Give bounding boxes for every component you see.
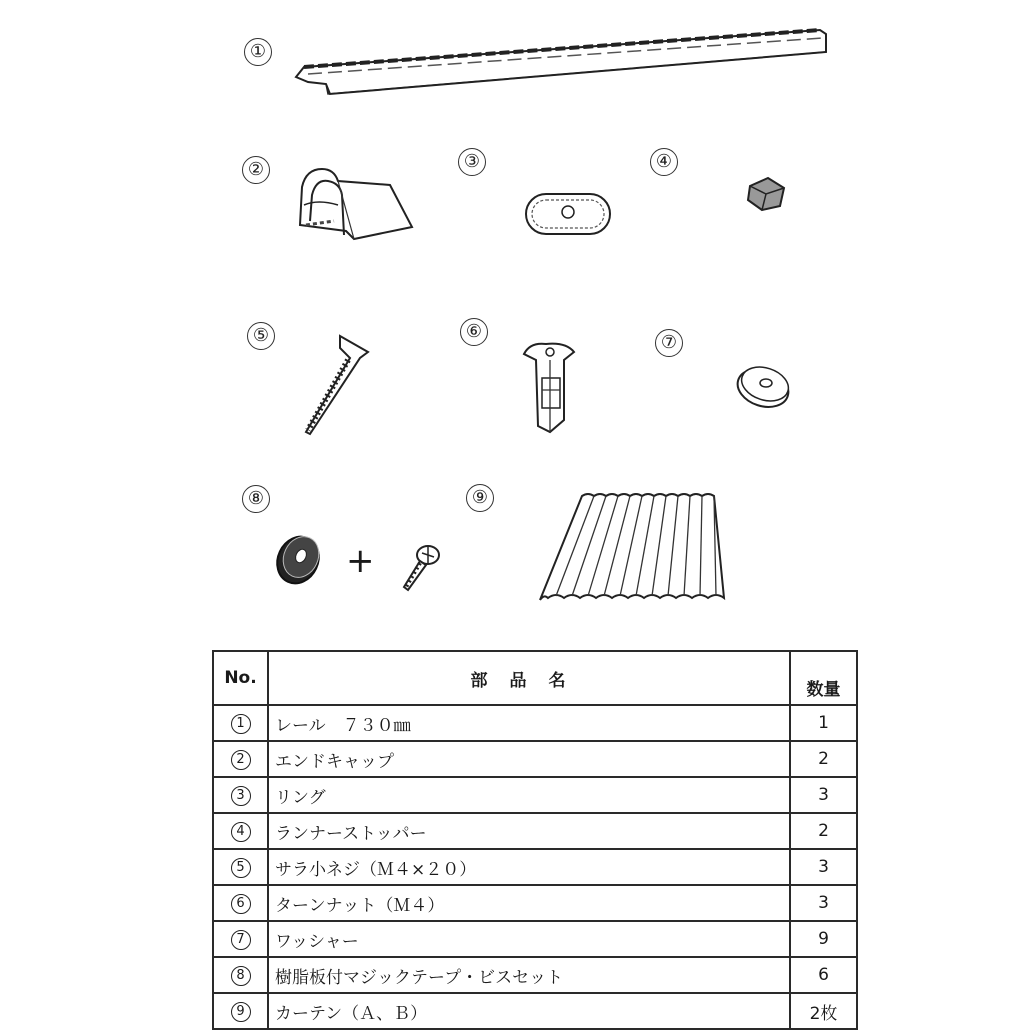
part-quantity: 3 bbox=[790, 885, 857, 921]
part-quantity: 2枚 bbox=[790, 993, 857, 1029]
row-number: 7 bbox=[231, 930, 251, 950]
curtain-icon bbox=[536, 488, 732, 606]
pan-head-screw-icon bbox=[398, 543, 442, 593]
plus-sign: + bbox=[346, 541, 375, 581]
turn-nut-icon bbox=[520, 340, 580, 436]
part-number-2: ② bbox=[242, 156, 270, 184]
part-quantity: 1 bbox=[790, 705, 857, 741]
row-number: 9 bbox=[231, 1002, 251, 1022]
row-number: 6 bbox=[231, 894, 251, 914]
velcro-disc-icon bbox=[274, 532, 326, 586]
ring-icon bbox=[524, 192, 614, 238]
table-row bbox=[213, 813, 857, 849]
part-quantity: 2 bbox=[790, 813, 857, 849]
row-number: 4 bbox=[231, 822, 251, 842]
washer-icon bbox=[733, 364, 797, 410]
table-row bbox=[213, 741, 857, 777]
part-name: ランナーストッパー bbox=[268, 813, 790, 849]
rail-icon bbox=[290, 22, 830, 102]
row-number: 8 bbox=[231, 966, 251, 986]
part-number-7: ⑦ bbox=[655, 329, 683, 357]
end-cap-icon bbox=[290, 165, 420, 245]
header-part-name: 部品名 bbox=[268, 651, 790, 705]
row-number: 2 bbox=[231, 750, 251, 770]
part-quantity: 3 bbox=[790, 849, 857, 885]
table-row bbox=[213, 885, 857, 921]
table-header-row bbox=[213, 651, 857, 705]
flat-head-screw-icon bbox=[298, 334, 378, 438]
part-number-1: ① bbox=[244, 38, 272, 66]
part-number-3: ③ bbox=[458, 148, 486, 176]
table-row bbox=[213, 705, 857, 741]
header-quantity: 数量 bbox=[790, 651, 857, 705]
part-number-5: ⑤ bbox=[247, 322, 275, 350]
part-name: ワッシャー bbox=[268, 921, 790, 957]
row-number: 1 bbox=[231, 714, 251, 734]
parts-list-table bbox=[212, 650, 858, 1030]
header-no: No. bbox=[213, 651, 268, 705]
part-name: 樹脂板付マジックテープ・ビスセット bbox=[268, 957, 790, 993]
part-quantity: 9 bbox=[790, 921, 857, 957]
table-row bbox=[213, 921, 857, 957]
part-name: カーテン（Ａ、Ｂ） bbox=[268, 993, 790, 1029]
part-number-6: ⑥ bbox=[460, 318, 488, 346]
part-number-9: ⑨ bbox=[466, 484, 494, 512]
part-name: エンドキャップ bbox=[268, 741, 790, 777]
part-quantity: 6 bbox=[790, 957, 857, 993]
part-name: ターンナット（Ｍ４） bbox=[268, 885, 790, 921]
runner-stopper-icon bbox=[744, 176, 788, 212]
part-name: リング bbox=[268, 777, 790, 813]
part-number-8: ⑧ bbox=[242, 485, 270, 513]
part-number-4: ④ bbox=[650, 148, 678, 176]
part-quantity: 3 bbox=[790, 777, 857, 813]
part-name: レール ７３０㎜ bbox=[268, 705, 790, 741]
row-number: 3 bbox=[231, 786, 251, 806]
part-name: サラ小ネジ（Ｍ４×２０） bbox=[268, 849, 790, 885]
row-number: 5 bbox=[231, 858, 251, 878]
table-row bbox=[213, 957, 857, 993]
table-row bbox=[213, 849, 857, 885]
table-row bbox=[213, 777, 857, 813]
part-quantity: 2 bbox=[790, 741, 857, 777]
